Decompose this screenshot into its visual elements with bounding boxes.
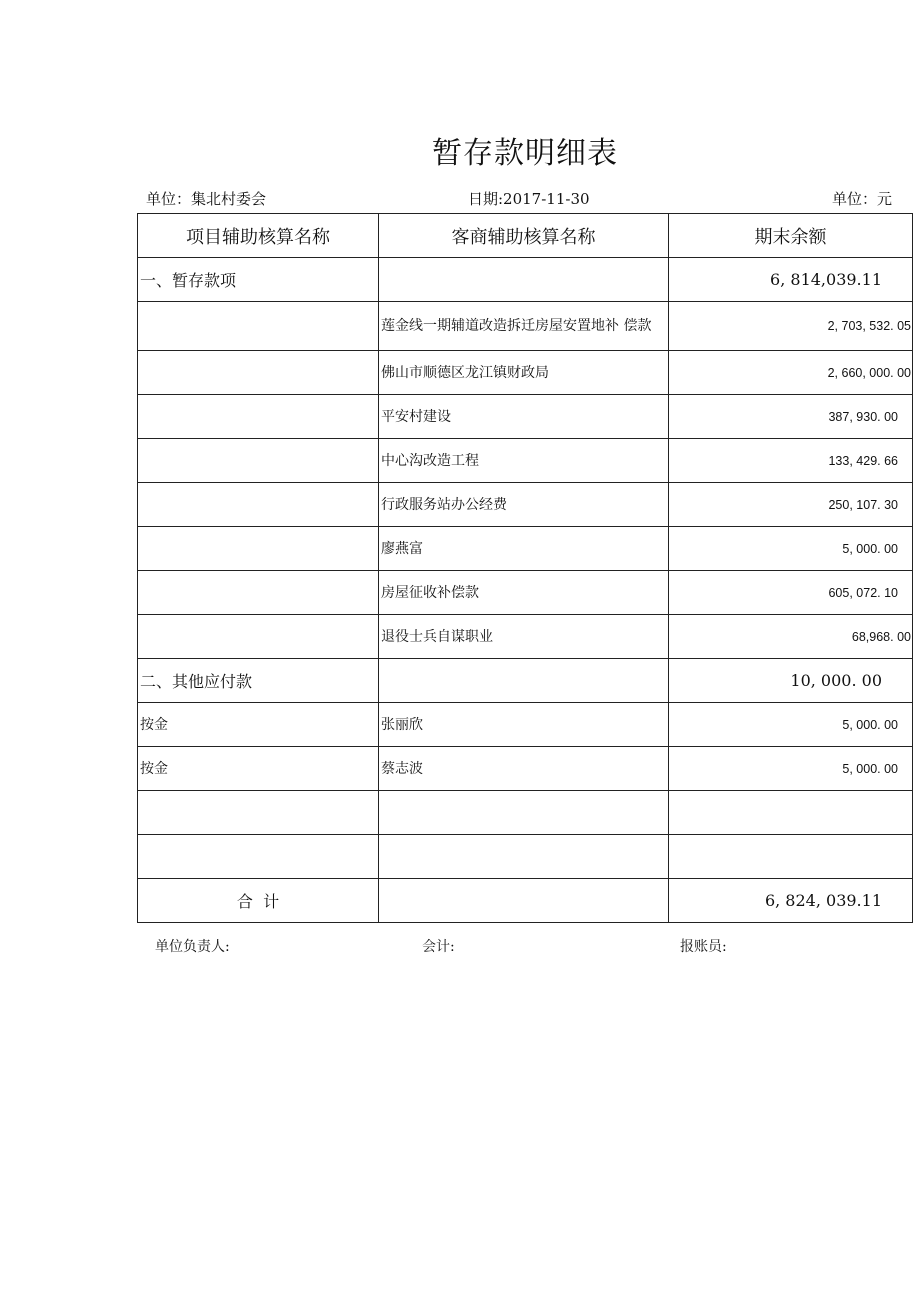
project-cell [138, 395, 379, 439]
merchant-cell: 张丽欣 [379, 703, 669, 747]
signature-head-label: 单位负责人: [155, 939, 230, 955]
merchant-cell: 莲金线一期辅道改造拆迁房屋安置地补 偿款 [379, 302, 669, 351]
empty-cell [379, 659, 669, 703]
merchant-cell: 行政服务站办公经费 [379, 483, 669, 527]
section-total: 6, 814,039.11 [669, 258, 913, 302]
amount-cell: 387, 930. 00 [669, 395, 913, 439]
empty-cell [379, 258, 669, 302]
project-cell [138, 571, 379, 615]
amount-cell: 250, 107. 30 [669, 483, 913, 527]
merchant-cell: 中心沟改造工程 [379, 439, 669, 483]
empty-cell [138, 835, 379, 879]
amount-cell: 5, 000. 00 [669, 527, 913, 571]
table-row [138, 302, 913, 351]
empty-cell [669, 791, 913, 835]
merchant-cell: 蔡志波 [379, 747, 669, 791]
table-row [138, 571, 913, 615]
project-cell [138, 483, 379, 527]
table-row [138, 527, 913, 571]
amount-cell: 2, 660, 000. 00 [669, 351, 913, 395]
grand-total-row [138, 879, 913, 923]
empty-row [138, 791, 913, 835]
table-row [138, 615, 913, 659]
project-cell: 按金 [138, 703, 379, 747]
empty-cell [138, 791, 379, 835]
section-category: 一、暂存款项 [138, 258, 379, 302]
amount-cell: 133, 429. 66 [669, 439, 913, 483]
amount-cell: 5, 000. 00 [669, 703, 913, 747]
table-header-row [138, 214, 913, 258]
page-title: 暂存款明细表 [432, 136, 618, 171]
unit-label: 单位：集北村委会 [146, 190, 267, 208]
table-row [138, 703, 913, 747]
section-row [138, 659, 913, 703]
column-header-merchant: 客商辅助核算名称 [379, 214, 669, 258]
ledger-table [137, 213, 913, 923]
empty-cell [669, 835, 913, 879]
merchant-cell: 房屋征收补偿款 [379, 571, 669, 615]
table-row [138, 351, 913, 395]
amount-cell: 68,968. 00 [669, 615, 913, 659]
amount-cell: 605, 072. 10 [669, 571, 913, 615]
project-cell [138, 615, 379, 659]
empty-cell [379, 879, 669, 923]
signature-cashier-label: 报账员: [680, 939, 727, 955]
amount-cell: 2, 703, 532. 05 [669, 302, 913, 351]
amount-cell: 5, 000. 00 [669, 747, 913, 791]
section-row [138, 258, 913, 302]
table-row [138, 483, 913, 527]
project-cell [138, 351, 379, 395]
empty-cell [379, 835, 669, 879]
merchant-cell: 廖燕富 [379, 527, 669, 571]
project-cell: 按金 [138, 747, 379, 791]
merchant-cell: 平安村建设 [379, 395, 669, 439]
table-row [138, 395, 913, 439]
section-total: 10, 000. 00 [669, 659, 913, 703]
empty-cell [379, 791, 669, 835]
grand-total-label: 合 计 [138, 879, 379, 923]
project-cell [138, 527, 379, 571]
table-row [138, 747, 913, 791]
project-cell [138, 439, 379, 483]
grand-total-amount: 6, 824, 039.11 [669, 879, 913, 923]
currency-unit-label: 单位：元 [832, 190, 893, 208]
section-category: 二、其他应付款 [138, 659, 379, 703]
empty-row [138, 835, 913, 879]
signature-accountant-label: 会计: [422, 939, 455, 955]
column-header-balance: 期末余额 [669, 214, 913, 258]
project-cell [138, 302, 379, 351]
merchant-cell: 退役士兵自谋职业 [379, 615, 669, 659]
column-header-project: 项目辅助核算名称 [138, 214, 379, 258]
merchant-cell: 佛山市顺德区龙江镇财政局 [379, 351, 669, 395]
date-label: 日期:2017-11-30 [468, 190, 590, 208]
table-row [138, 439, 913, 483]
